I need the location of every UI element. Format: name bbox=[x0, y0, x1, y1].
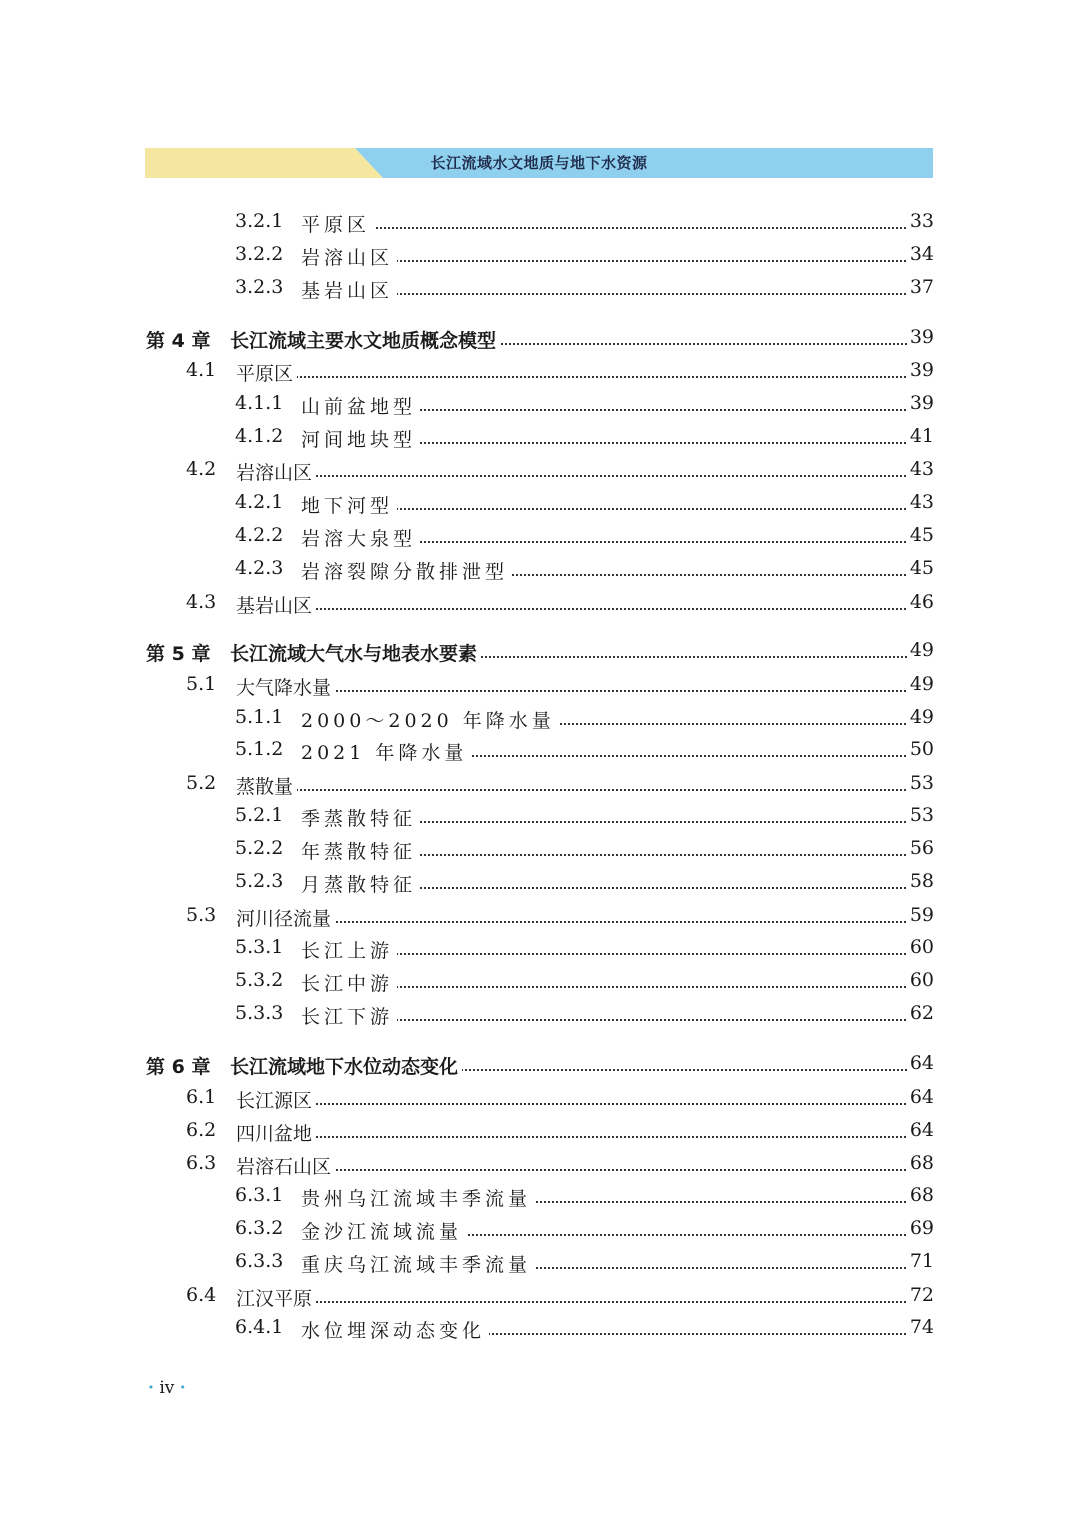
toc-entry-page: 60 bbox=[907, 936, 934, 958]
toc-entry-number: 6.2 bbox=[186, 1119, 217, 1141]
toc-entry-number: 6.3.3 bbox=[235, 1250, 284, 1272]
toc-entry-page: 53 bbox=[907, 772, 934, 794]
toc-entry[interactable] bbox=[0, 967, 1080, 997]
toc-entry[interactable] bbox=[0, 274, 1080, 304]
toc-entry-number: 6.1 bbox=[186, 1086, 217, 1108]
dot-leader bbox=[236, 606, 930, 610]
toc-entry-title: 平原区 bbox=[236, 359, 297, 386]
toc-entry-page: 69 bbox=[907, 1217, 934, 1239]
toc-entry-title: 长江中游 bbox=[301, 969, 397, 996]
toc-entry-title: 基岩山区 bbox=[236, 591, 316, 618]
toc-entry[interactable] bbox=[0, 1000, 1080, 1030]
dot-leader bbox=[236, 1101, 930, 1105]
dot-leader bbox=[236, 1134, 930, 1138]
toc-entry-page: 68 bbox=[907, 1184, 934, 1206]
toc-entry-number: 5.2 bbox=[186, 772, 217, 794]
toc-entry-title: 河间地块型 bbox=[301, 425, 420, 452]
toc-entry-page: 45 bbox=[907, 557, 934, 579]
toc-entry-number: 6.3 bbox=[186, 1152, 217, 1174]
dot-leader bbox=[301, 225, 930, 229]
toc-entry-page: 64 bbox=[907, 1119, 934, 1141]
toc-entry-page: 72 bbox=[907, 1284, 934, 1306]
toc-entry-title: 季蒸散特征 bbox=[301, 804, 420, 831]
toc-entry-title: 大气降水量 bbox=[236, 673, 335, 700]
dot-leader bbox=[236, 919, 930, 923]
toc-entry-title: 长江流域主要水文地质概念模型 bbox=[230, 326, 500, 353]
toc-entry-title: 山前盆地型 bbox=[301, 392, 420, 419]
toc-entry-page: 49 bbox=[907, 639, 934, 661]
toc-entry[interactable] bbox=[0, 934, 1080, 964]
toc-entry[interactable] bbox=[0, 241, 1080, 271]
toc-entry-number: 4.1.2 bbox=[235, 425, 284, 447]
toc-entry-page: 49 bbox=[907, 706, 934, 728]
toc-entry[interactable] bbox=[0, 1117, 1080, 1147]
toc-entry-number: 4.1.1 bbox=[235, 392, 284, 414]
toc-entry-number: 5.1.2 bbox=[235, 738, 284, 760]
toc-entry[interactable] bbox=[0, 456, 1080, 486]
toc-entry-title: 江汉平原 bbox=[236, 1284, 316, 1311]
toc-entry-title: 岩溶石山区 bbox=[236, 1152, 335, 1179]
toc-entry-number: 第 4 章 bbox=[146, 330, 211, 352]
toc-entry[interactable] bbox=[0, 489, 1080, 519]
toc-entry-number: 5.3.3 bbox=[235, 1002, 284, 1024]
toc-entry[interactable] bbox=[0, 1050, 1080, 1080]
toc-entry-page: 43 bbox=[907, 491, 934, 513]
toc-entry-page: 59 bbox=[907, 904, 934, 926]
dot-leader bbox=[236, 1167, 930, 1171]
toc-entry-title: 长江流域大气水与地表水要素 bbox=[230, 639, 481, 666]
toc-entry-page: 33 bbox=[907, 210, 934, 232]
toc-entry-page: 45 bbox=[907, 524, 934, 546]
dot-leader bbox=[236, 473, 930, 477]
footer-dot-left: · bbox=[148, 1378, 154, 1398]
toc-entry-page: 64 bbox=[907, 1052, 934, 1074]
toc-entry-page: 37 bbox=[907, 276, 934, 298]
toc-entry-number: 5.1.1 bbox=[235, 706, 284, 728]
toc-entry-title: 2000～2020 年降水量 bbox=[301, 706, 559, 733]
toc-entry-page: 71 bbox=[907, 1250, 934, 1272]
toc-entry[interactable] bbox=[0, 770, 1080, 800]
toc-entry-title: 长江源区 bbox=[236, 1086, 316, 1113]
toc-entry-title: 四川盆地 bbox=[236, 1119, 316, 1146]
toc-entry-number: 6.3.1 bbox=[235, 1184, 284, 1206]
page-footer bbox=[148, 1378, 186, 1398]
toc-entry-number: 5.2.3 bbox=[235, 870, 284, 892]
toc-entry-title: 长江上游 bbox=[301, 936, 397, 963]
toc-entry-number: 5.3.2 bbox=[235, 969, 284, 991]
toc-entry-number: 5.1 bbox=[186, 673, 217, 695]
toc-entry-title: 年蒸散特征 bbox=[301, 837, 420, 864]
book-title: 长江流域水文地质与地下水资源 bbox=[430, 154, 648, 172]
toc-entry[interactable] bbox=[0, 1314, 1080, 1344]
toc-entry[interactable] bbox=[0, 1084, 1080, 1114]
toc-entry-number: 4.2.2 bbox=[235, 524, 284, 546]
toc-entry-page: 34 bbox=[907, 243, 934, 265]
toc-entry-title: 长江流域地下水位动态变化 bbox=[230, 1052, 462, 1079]
toc-entry-number: 3.2.1 bbox=[235, 210, 284, 232]
toc-entry[interactable] bbox=[0, 802, 1080, 832]
toc-entry-number: 第 6 章 bbox=[146, 1056, 211, 1078]
toc-entry[interactable] bbox=[0, 671, 1080, 701]
toc-entry[interactable] bbox=[0, 522, 1080, 552]
toc-entry-number: 3.2.3 bbox=[235, 276, 284, 298]
toc-entry-title: 岩溶山区 bbox=[301, 243, 397, 270]
toc-entry-number: 4.2 bbox=[186, 458, 217, 480]
toc-entry-page: 58 bbox=[907, 870, 934, 892]
toc-entry-number: 4.2.3 bbox=[235, 557, 284, 579]
toc-entry[interactable] bbox=[0, 1215, 1080, 1245]
toc-entry-number: 4.1 bbox=[186, 359, 217, 381]
toc-entry-title: 长江下游 bbox=[301, 1002, 397, 1029]
running-header bbox=[145, 148, 933, 178]
dot-leader bbox=[236, 374, 930, 378]
toc-entry[interactable] bbox=[0, 868, 1080, 898]
toc-entry[interactable] bbox=[0, 1182, 1080, 1212]
toc-entry[interactable] bbox=[0, 902, 1080, 932]
toc-entry-page: 68 bbox=[907, 1152, 934, 1174]
toc-entry-number: 6.3.2 bbox=[235, 1217, 284, 1239]
toc-entry-title: 岩溶大泉型 bbox=[301, 524, 420, 551]
dot-leader bbox=[236, 787, 930, 791]
toc-entry-title: 月蒸散特征 bbox=[301, 870, 420, 897]
toc-entry-page: 64 bbox=[907, 1086, 934, 1108]
toc-entry-number: 5.2.1 bbox=[235, 804, 284, 826]
toc-entry[interactable] bbox=[0, 555, 1080, 585]
toc-entry-page: 43 bbox=[907, 458, 934, 480]
toc-entry-number: 6.4 bbox=[186, 1284, 217, 1306]
toc-entry[interactable] bbox=[0, 390, 1080, 420]
toc-entry-page: 49 bbox=[907, 673, 934, 695]
toc-entry-number: 第 5 章 bbox=[146, 643, 211, 665]
toc-entry-page: 53 bbox=[907, 804, 934, 826]
toc-entry[interactable] bbox=[0, 637, 1080, 667]
toc-entry-page: 62 bbox=[907, 1002, 934, 1024]
toc-entry-title: 重庆乌江流域丰季流量 bbox=[301, 1250, 535, 1277]
toc-entry-title: 贵州乌江流域丰季流量 bbox=[301, 1184, 535, 1211]
toc-entry-number: 5.2.2 bbox=[235, 837, 284, 859]
toc-entry-page: 50 bbox=[907, 738, 934, 760]
toc-entry-page: 39 bbox=[907, 392, 934, 414]
toc-entry-title: 平原区 bbox=[301, 210, 374, 237]
toc-entry[interactable] bbox=[0, 1248, 1080, 1278]
toc-entry-page: 46 bbox=[907, 591, 934, 613]
toc-entry-page: 39 bbox=[907, 326, 934, 348]
toc-entry[interactable] bbox=[0, 736, 1080, 766]
toc-entry-page: 41 bbox=[907, 425, 934, 447]
toc-entry-page: 74 bbox=[907, 1316, 934, 1338]
dot-leader bbox=[236, 688, 930, 692]
toc-entry[interactable] bbox=[0, 1282, 1080, 1312]
page-number: iv bbox=[159, 1378, 175, 1398]
toc-entry-title: 岩溶山区 bbox=[236, 458, 316, 485]
footer-dot-right: · bbox=[179, 1378, 186, 1398]
toc-entry-page: 56 bbox=[907, 837, 934, 859]
toc-entry[interactable] bbox=[0, 835, 1080, 865]
toc-entry-number: 6.4.1 bbox=[235, 1316, 284, 1338]
toc-entry-number: 4.2.1 bbox=[235, 491, 284, 513]
toc-entry-title: 水位埋深动态变化 bbox=[301, 1316, 489, 1343]
toc-entry[interactable] bbox=[0, 1150, 1080, 1180]
toc-entry-number: 4.3 bbox=[186, 591, 217, 613]
toc-entry[interactable] bbox=[0, 704, 1080, 734]
toc-entry-number: 5.3 bbox=[186, 904, 217, 926]
toc-entry-page: 39 bbox=[907, 359, 934, 381]
toc-entry-title: 岩溶裂隙分散排泄型 bbox=[301, 557, 512, 584]
toc-entry[interactable] bbox=[0, 423, 1080, 453]
toc-entry-title: 蒸散量 bbox=[236, 772, 297, 799]
toc-entry-title: 河川径流量 bbox=[236, 904, 335, 931]
dot-leader bbox=[236, 1299, 930, 1303]
toc-entry[interactable] bbox=[0, 589, 1080, 619]
toc-entry-page: 60 bbox=[907, 969, 934, 991]
toc-entry[interactable] bbox=[0, 357, 1080, 387]
toc-entry-title: 地下河型 bbox=[301, 491, 397, 518]
toc-entry-number: 5.3.1 bbox=[235, 936, 284, 958]
toc-entry-title: 金沙江流域流量 bbox=[301, 1217, 466, 1244]
toc-entry-number: 3.2.2 bbox=[235, 243, 284, 265]
toc-entry-title: 2021 年降水量 bbox=[301, 738, 471, 765]
toc-entry[interactable] bbox=[0, 324, 1080, 354]
toc-entry-title: 基岩山区 bbox=[301, 276, 397, 303]
toc-entry[interactable] bbox=[0, 208, 1080, 238]
